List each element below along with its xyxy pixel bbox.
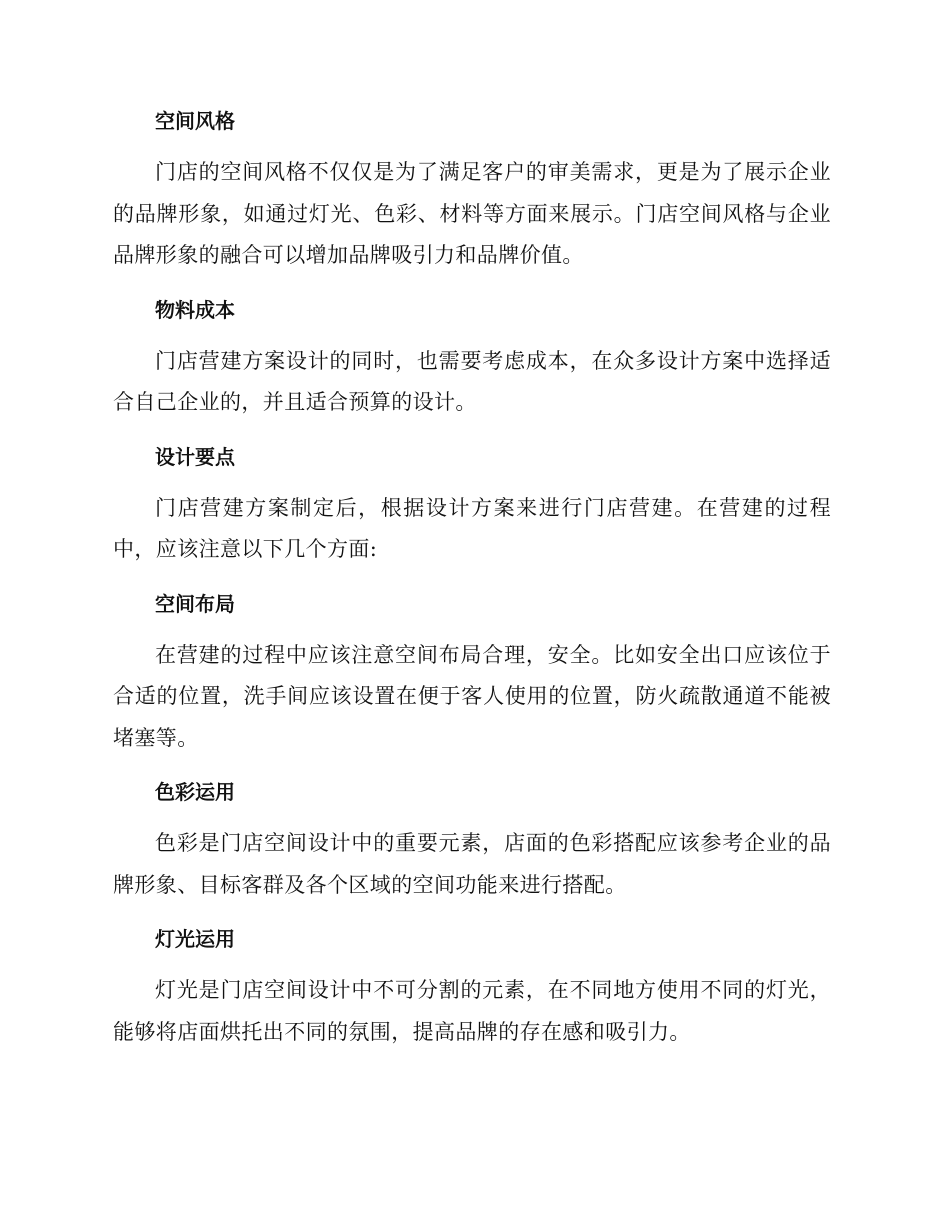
section-body-material-cost: 门店营建方案设计的同时，也需要考虑成本，在众多设计方案中选择适合自己企业的，并且适合预算的设计。 xyxy=(113,348,831,414)
section-heading-space-style: 空间风格 xyxy=(155,109,235,133)
section-body-space-style: 门店的空间风格不仅仅是为了满足客户的审美需求，更是为了展示企业的品牌形象，如通过灯光、色彩、材料等方面来展示。门店空间风格与企业品牌形象的融合可以增加品牌吸引力和品牌价值。 xyxy=(113,160,831,267)
section-body-space-layout: 在营建的过程中应该注意空间布局合理，安全。比如安全出口应该位于合适的位置，洗手间应该设置在便于客人使用的位置，防火疏散通道不能被堵塞等。 xyxy=(113,642,831,750)
section-heading-space-layout: 空间布局 xyxy=(155,591,235,616)
section-body-lighting-use: 灯光是门店空间设计中不可分割的元素，在不同地方使用不同的灯光，能够将店面烘托出不同的氛围，提高品牌的存在感和吸引力。 xyxy=(113,978,831,1044)
section-heading-design-points: 设计要点 xyxy=(155,444,235,469)
section-heading-color-use: 色彩运用 xyxy=(155,780,235,804)
section-body-design-points: 门店营建方案制定后，根据设计方案来进行门店营建。在营建的过程中，应该注意以下几个方面: xyxy=(113,495,831,561)
section-heading-lighting-use: 灯光运用 xyxy=(155,927,235,951)
section-heading-material-cost: 物料成本 xyxy=(155,297,235,322)
document-content xyxy=(113,104,831,1069)
section-body-color-use: 色彩是门店空间设计中的重要元素，店面的色彩搭配应该参考企业的品牌形象、目标客群及各个区域的空间功能来进行搭配。 xyxy=(113,831,831,897)
